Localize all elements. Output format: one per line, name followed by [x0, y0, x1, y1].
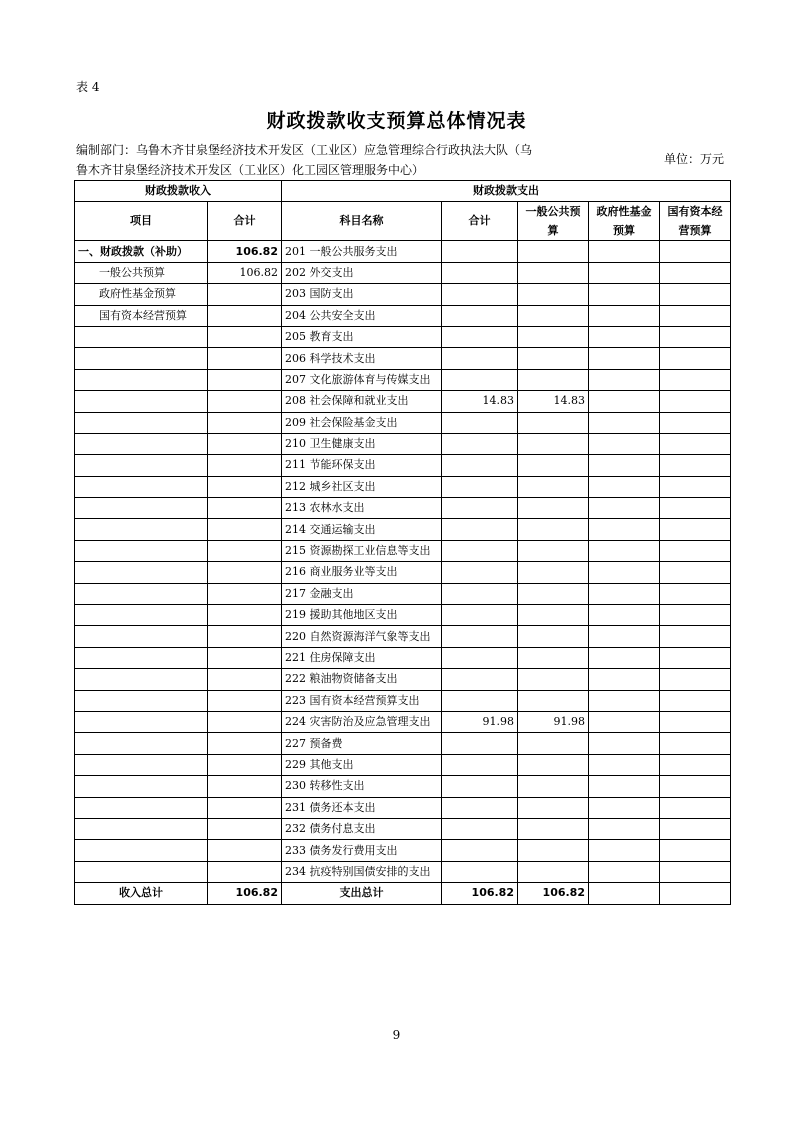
general-budget-cell [518, 305, 589, 326]
state-budget-cell [660, 433, 731, 454]
expense-total-cell [442, 455, 518, 476]
table-row [75, 690, 731, 711]
table-row [75, 305, 731, 326]
general-budget-cell [518, 241, 589, 262]
fund-grand-total [589, 883, 660, 904]
expense-total-cell [442, 348, 518, 369]
subject-name-cell: 229 其他支出 [282, 754, 442, 775]
income-total-cell [208, 797, 282, 818]
fund-budget-cell [589, 605, 660, 626]
expense-total-cell [442, 583, 518, 604]
general-budget-cell [518, 498, 589, 519]
general-budget-cell [518, 626, 589, 647]
fund-budget-cell [589, 754, 660, 775]
expense-total-cell [442, 284, 518, 305]
table-row [75, 433, 731, 454]
income-item-cell [75, 690, 208, 711]
table-row [75, 284, 731, 305]
fund-budget-cell [589, 711, 660, 732]
income-item-cell [75, 519, 208, 540]
income-total-cell [208, 391, 282, 412]
subject-name-cell: 204 公共安全支出 [282, 305, 442, 326]
fund-budget-cell [589, 583, 660, 604]
page-title: 财政拨款收支预算总体情况表 [266, 110, 527, 132]
general-budget-cell [518, 412, 589, 433]
subject-name-cell: 213 农林水支出 [282, 498, 442, 519]
income-total-cell [208, 711, 282, 732]
income-total-cell [208, 455, 282, 476]
fund-budget-cell [589, 433, 660, 454]
income-total-cell [208, 326, 282, 347]
general-budget-cell [518, 818, 589, 839]
general-budget-cell [518, 840, 589, 861]
income-item-cell [75, 498, 208, 519]
col-header-fund: 政府性基金预算 [589, 202, 660, 241]
general-budget-cell: 14.83 [518, 391, 589, 412]
state-budget-cell [660, 284, 731, 305]
fund-budget-cell [589, 498, 660, 519]
income-total-label: 收入总计 [75, 883, 208, 904]
table-row [75, 241, 731, 262]
general-grand-total: 106.82 [518, 883, 589, 904]
income-total-cell [208, 733, 282, 754]
table-row [75, 626, 731, 647]
expense-total-cell [442, 519, 518, 540]
expense-total-cell [442, 540, 518, 561]
subject-name-cell: 215 资源勘探工业信息等支出 [282, 540, 442, 561]
table-row [75, 583, 731, 604]
general-budget-cell [518, 540, 589, 561]
general-budget-cell [518, 433, 589, 454]
income-total-cell [208, 818, 282, 839]
subject-name-cell: 220 自然资源海洋气象等支出 [282, 626, 442, 647]
income-total-cell [208, 840, 282, 861]
income-total-cell [208, 498, 282, 519]
income-item-cell [75, 412, 208, 433]
subject-name-cell: 211 节能环保支出 [282, 455, 442, 476]
state-budget-cell [660, 776, 731, 797]
col-header-subject: 科目名称 [282, 202, 442, 241]
fund-budget-cell [589, 647, 660, 668]
col-header-item: 项目 [75, 202, 208, 241]
table-row [75, 369, 731, 390]
col-header-general: 一般公共预算 [518, 202, 589, 241]
fund-budget-cell [589, 476, 660, 497]
general-budget-cell [518, 754, 589, 775]
table-row [75, 647, 731, 668]
income-item-cell: 政府性基金预算 [75, 284, 208, 305]
general-budget-cell: 91.98 [518, 711, 589, 732]
subject-name-cell: 232 债务付息支出 [282, 818, 442, 839]
income-total-cell: 106.82 [208, 262, 282, 283]
income-total-cell [208, 540, 282, 561]
income-total-cell [208, 412, 282, 433]
subject-name-cell: 221 住房保障支出 [282, 647, 442, 668]
state-budget-cell [660, 562, 731, 583]
table-row [75, 455, 731, 476]
expense-total-cell [442, 690, 518, 711]
income-item-cell [75, 626, 208, 647]
fund-budget-cell [589, 861, 660, 882]
subject-name-cell: 219 援助其他地区支出 [282, 605, 442, 626]
general-budget-cell [518, 369, 589, 390]
income-grand-total: 106.82 [208, 883, 282, 904]
state-budget-cell [660, 605, 731, 626]
subject-name-cell: 230 转移性支出 [282, 776, 442, 797]
table-row [75, 776, 731, 797]
income-total-cell [208, 776, 282, 797]
state-budget-cell [660, 241, 731, 262]
table-row [75, 669, 731, 690]
general-budget-cell [518, 776, 589, 797]
col-header-expense-total: 合计 [442, 202, 518, 241]
income-total-cell [208, 562, 282, 583]
income-total-cell: 106.82 [208, 241, 282, 262]
col-header-income-total: 合计 [208, 202, 282, 241]
fund-budget-cell [589, 412, 660, 433]
expense-total-cell [442, 861, 518, 882]
table-row [75, 348, 731, 369]
expense-total-cell [442, 326, 518, 347]
state-budget-cell [660, 818, 731, 839]
expense-total-label: 支出总计 [282, 883, 442, 904]
page-number: 9 [392, 1028, 401, 1042]
col-header-state: 国有资本经营预算 [660, 202, 731, 241]
fund-budget-cell [589, 519, 660, 540]
table-row [75, 412, 731, 433]
income-item-cell [75, 840, 208, 861]
fund-budget-cell [589, 391, 660, 412]
budget-table [74, 180, 731, 905]
income-total-cell [208, 284, 282, 305]
expense-total-cell: 91.98 [442, 711, 518, 732]
state-budget-cell [660, 711, 731, 732]
expense-total-cell [442, 605, 518, 626]
subject-name-cell: 224 灾害防治及应急管理支出 [282, 711, 442, 732]
table-row [75, 476, 731, 497]
table-row [75, 519, 731, 540]
income-total-cell [208, 861, 282, 882]
fund-budget-cell [589, 284, 660, 305]
income-total-cell [208, 519, 282, 540]
expense-total-cell [442, 840, 518, 861]
general-budget-cell [518, 669, 589, 690]
subject-name-cell: 206 科学技术支出 [282, 348, 442, 369]
fund-budget-cell [589, 326, 660, 347]
expense-total-cell [442, 776, 518, 797]
subject-name-cell: 222 粮油物资储备支出 [282, 669, 442, 690]
subject-name-cell: 227 预备费 [282, 733, 442, 754]
income-total-cell [208, 583, 282, 604]
fund-budget-cell [589, 626, 660, 647]
income-total-cell [208, 305, 282, 326]
group-header-row [75, 181, 731, 202]
income-total-cell [208, 476, 282, 497]
general-budget-cell [518, 455, 589, 476]
expense-total-cell [442, 433, 518, 454]
table-row [75, 797, 731, 818]
subject-name-cell: 203 国防支出 [282, 284, 442, 305]
state-budget-cell [660, 669, 731, 690]
compiling-department: 编制部门：乌鲁木齐甘泉堡经济技术开发区（工业区）应急管理综合行政执法大队（乌鲁木齐甘泉堡经济技术开发区（工业区）化工园区管理服务中心） [76, 143, 533, 177]
expense-total-cell [442, 754, 518, 775]
income-total-cell [208, 433, 282, 454]
expense-total-cell [442, 412, 518, 433]
general-budget-cell [518, 348, 589, 369]
subject-name-cell: 201 一般公共服务支出 [282, 241, 442, 262]
expense-total-cell [442, 647, 518, 668]
state-budget-cell [660, 412, 731, 433]
income-item-cell [75, 733, 208, 754]
expense-total-cell: 14.83 [442, 391, 518, 412]
state-budget-cell [660, 861, 731, 882]
fund-budget-cell [589, 733, 660, 754]
state-grand-total [660, 883, 731, 904]
income-item-cell: 一般公共预算 [75, 262, 208, 283]
state-budget-cell [660, 647, 731, 668]
expense-total-cell [442, 562, 518, 583]
expense-total-cell [442, 262, 518, 283]
fund-budget-cell [589, 797, 660, 818]
state-budget-cell [660, 305, 731, 326]
table-row [75, 818, 731, 839]
fund-budget-cell [589, 241, 660, 262]
general-budget-cell [518, 583, 589, 604]
income-item-cell [75, 326, 208, 347]
state-budget-cell [660, 476, 731, 497]
table-row [75, 754, 731, 775]
income-total-cell [208, 754, 282, 775]
expense-group-header: 财政拨款支出 [282, 181, 731, 202]
general-budget-cell [518, 605, 589, 626]
table-row [75, 861, 731, 882]
income-total-cell [208, 626, 282, 647]
income-item-cell [75, 647, 208, 668]
general-budget-cell [518, 733, 589, 754]
totals-row [75, 883, 731, 904]
fund-budget-cell [589, 776, 660, 797]
subject-name-cell: 231 债务还本支出 [282, 797, 442, 818]
table-row [75, 391, 731, 412]
income-total-cell [208, 647, 282, 668]
subject-name-cell: 212 城乡社区支出 [282, 476, 442, 497]
income-item-cell [75, 818, 208, 839]
general-budget-cell [518, 797, 589, 818]
expense-total-cell [442, 305, 518, 326]
table-number: 表 4 [76, 80, 100, 94]
general-budget-cell [518, 326, 589, 347]
income-item-cell: 一、财政拨款（补助） [75, 241, 208, 262]
subject-name-cell: 216 商业服务业等支出 [282, 562, 442, 583]
fund-budget-cell [589, 818, 660, 839]
fund-budget-cell [589, 669, 660, 690]
table-row [75, 711, 731, 732]
fund-budget-cell [589, 455, 660, 476]
table-row [75, 326, 731, 347]
subject-name-cell: 234 抗疫特别国债安排的支出 [282, 861, 442, 882]
subject-name-cell: 233 债务发行费用支出 [282, 840, 442, 861]
subject-name-cell: 223 国有资本经营预算支出 [282, 690, 442, 711]
income-item-cell [75, 562, 208, 583]
subject-name-cell: 217 金融支出 [282, 583, 442, 604]
state-budget-cell [660, 626, 731, 647]
expense-grand-total: 106.82 [442, 883, 518, 904]
state-budget-cell [660, 540, 731, 561]
subject-name-cell: 214 交通运输支出 [282, 519, 442, 540]
subject-name-cell: 209 社会保险基金支出 [282, 412, 442, 433]
income-total-cell [208, 369, 282, 390]
income-total-cell [208, 605, 282, 626]
state-budget-cell [660, 369, 731, 390]
table-row [75, 840, 731, 861]
column-header-row [75, 202, 731, 241]
general-budget-cell [518, 284, 589, 305]
fund-budget-cell [589, 262, 660, 283]
expense-total-cell [442, 797, 518, 818]
state-budget-cell [660, 498, 731, 519]
general-budget-cell [518, 476, 589, 497]
table-row [75, 605, 731, 626]
subject-name-cell: 208 社会保障和就业支出 [282, 391, 442, 412]
expense-total-cell [442, 733, 518, 754]
table-row [75, 733, 731, 754]
income-item-cell [75, 669, 208, 690]
expense-total-cell [442, 669, 518, 690]
general-budget-cell [518, 690, 589, 711]
state-budget-cell [660, 840, 731, 861]
expense-total-cell [442, 369, 518, 390]
state-budget-cell [660, 733, 731, 754]
state-budget-cell [660, 754, 731, 775]
subject-name-cell: 202 外交支出 [282, 262, 442, 283]
state-budget-cell [660, 326, 731, 347]
expense-total-cell [442, 626, 518, 647]
income-item-cell [75, 583, 208, 604]
state-budget-cell [660, 797, 731, 818]
fund-budget-cell [589, 840, 660, 861]
income-item-cell [75, 391, 208, 412]
state-budget-cell [660, 348, 731, 369]
state-budget-cell [660, 583, 731, 604]
state-budget-cell [660, 391, 731, 412]
fund-budget-cell [589, 540, 660, 561]
income-item-cell [75, 861, 208, 882]
income-item-cell [75, 455, 208, 476]
state-budget-cell [660, 455, 731, 476]
table-row [75, 262, 731, 283]
income-item-cell [75, 754, 208, 775]
income-item-cell [75, 476, 208, 497]
state-budget-cell [660, 262, 731, 283]
income-item-cell [75, 540, 208, 561]
table-row [75, 562, 731, 583]
general-budget-cell [518, 562, 589, 583]
general-budget-cell [518, 861, 589, 882]
table-row [75, 498, 731, 519]
fund-budget-cell [589, 348, 660, 369]
unit-label: 单位：万元 [664, 152, 725, 166]
income-total-cell [208, 690, 282, 711]
fund-budget-cell [589, 305, 660, 326]
subject-name-cell: 210 卫生健康支出 [282, 433, 442, 454]
general-budget-cell [518, 519, 589, 540]
table-row [75, 540, 731, 561]
income-group-header: 财政拨款收入 [75, 181, 282, 202]
fund-budget-cell [589, 562, 660, 583]
expense-total-cell [442, 818, 518, 839]
subject-name-cell: 205 教育支出 [282, 326, 442, 347]
expense-total-cell [442, 241, 518, 262]
general-budget-cell [518, 262, 589, 283]
subject-name-cell: 207 文化旅游体育与传媒支出 [282, 369, 442, 390]
state-budget-cell [660, 519, 731, 540]
fund-budget-cell [589, 369, 660, 390]
expense-total-cell [442, 476, 518, 497]
general-budget-cell [518, 647, 589, 668]
expense-total-cell [442, 498, 518, 519]
income-item-cell [75, 797, 208, 818]
fund-budget-cell [589, 690, 660, 711]
income-item-cell [75, 711, 208, 732]
income-total-cell [208, 669, 282, 690]
income-total-cell [208, 348, 282, 369]
income-item-cell [75, 433, 208, 454]
income-item-cell [75, 348, 208, 369]
income-item-cell: 国有资本经营预算 [75, 305, 208, 326]
income-item-cell [75, 605, 208, 626]
income-item-cell [75, 776, 208, 797]
state-budget-cell [660, 690, 731, 711]
income-item-cell [75, 369, 208, 390]
